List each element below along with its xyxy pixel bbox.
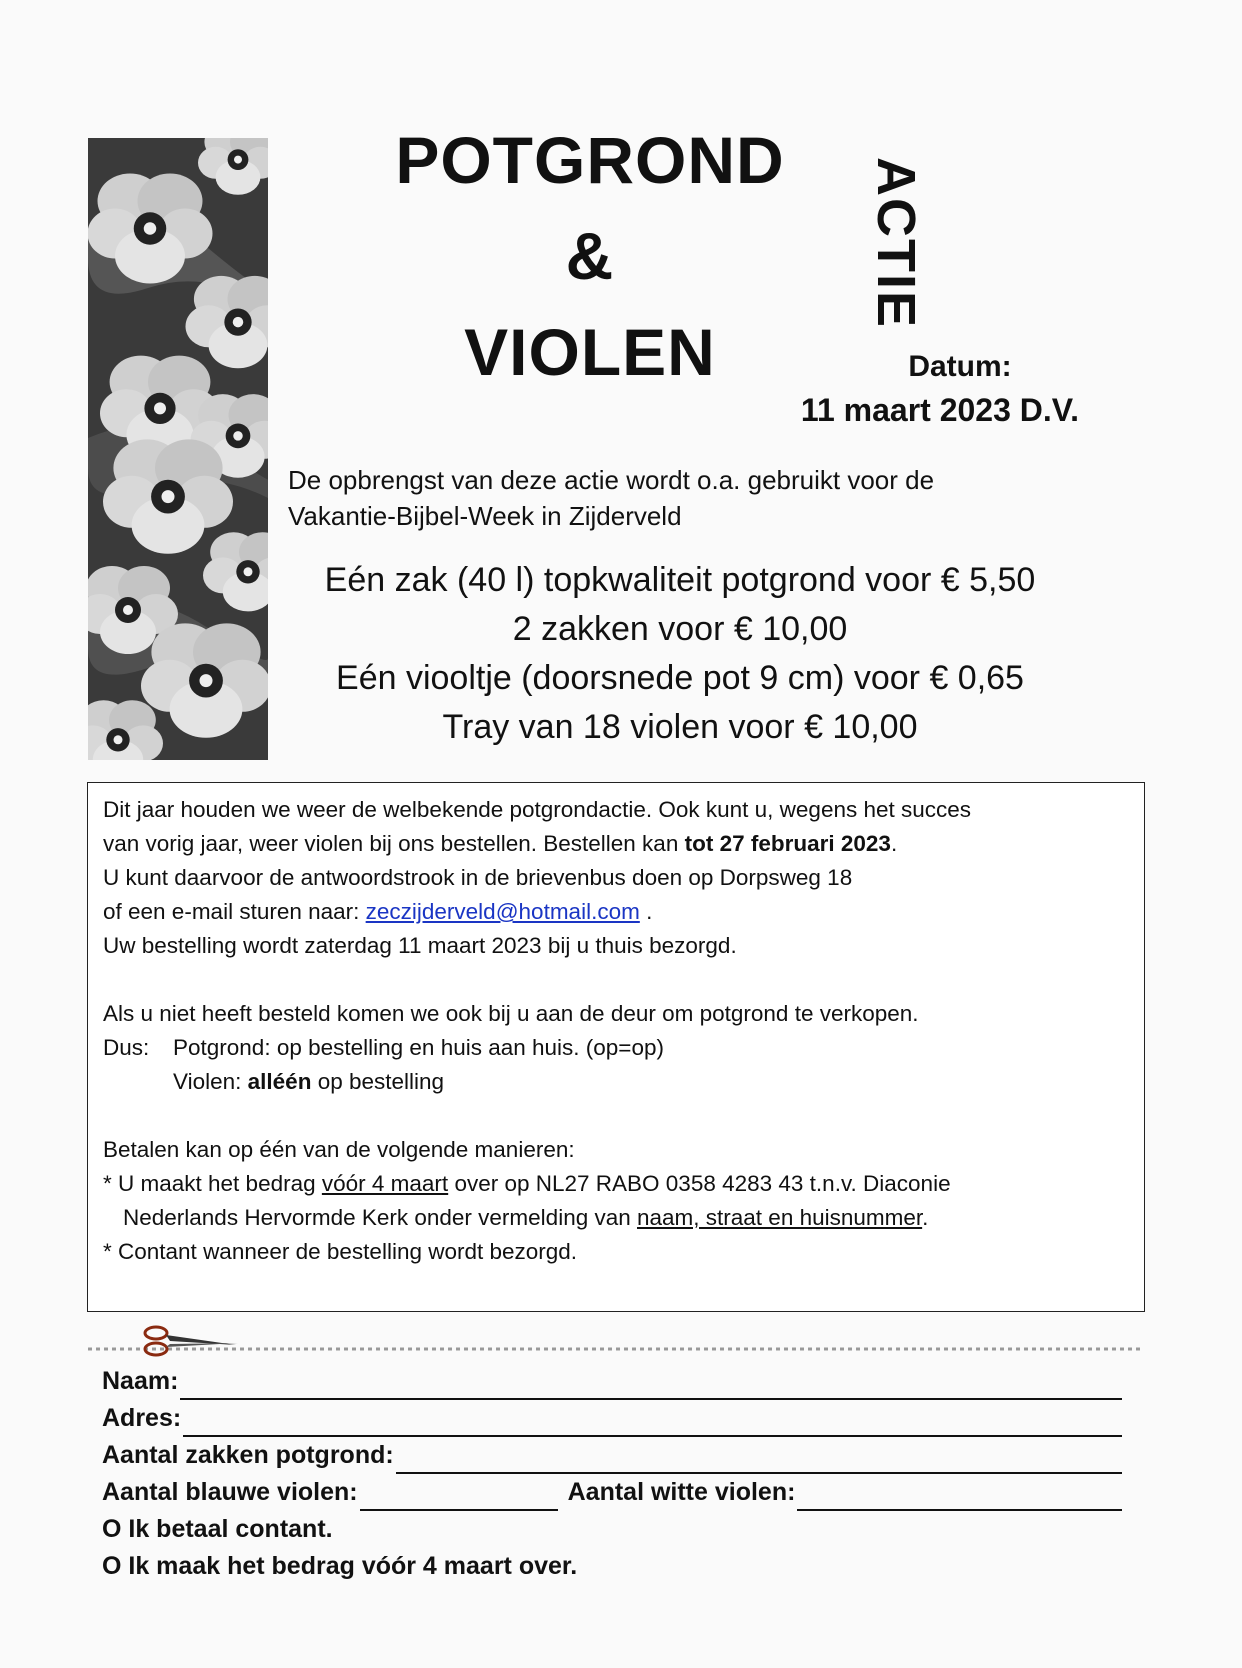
date-value: 11 maart 2023 D.V. <box>800 392 1080 428</box>
form-row-zakken <box>102 1437 1122 1474</box>
date-label: Datum: <box>908 350 1012 383</box>
blauwe-violen-field[interactable] <box>360 1485 558 1511</box>
order-deadline: tot 27 februari 2023 <box>684 831 891 856</box>
naam-label: Naam: <box>102 1367 179 1395</box>
form-row-naam <box>102 1363 1122 1400</box>
witte-violen-field[interactable] <box>797 1485 1122 1511</box>
title-line-violen: VIOLEN <box>464 315 716 389</box>
witte-violen-label: Aantal witte violen: <box>567 1478 796 1506</box>
info-box <box>87 782 1145 1312</box>
zakken-label: Aantal zakken potgrond: <box>102 1441 394 1469</box>
price-item: Eén viooltje (doorsnede pot 9 cm) voor € 0,65 <box>336 659 1024 697</box>
info-line: Dit jaar houden we weer de welbekende potgrondactie. Ook kunt u, wegens het succes <box>103 797 972 822</box>
option-overmaken[interactable] <box>102 1548 1122 1585</box>
price-list <box>280 556 1080 752</box>
info-line: Uw bestelling wordt zaterdag 11 maart 2023 bij u thuis bezorgd. <box>103 933 737 958</box>
adres-field[interactable] <box>183 1411 1122 1437</box>
info-line <box>103 1167 1129 1201</box>
info-text: Violen: <box>173 1069 248 1094</box>
info-bold: alléén <box>247 1069 312 1094</box>
price-item: 2 zakken voor € 10,00 <box>512 610 848 648</box>
email-link[interactable]: zeczijderveld@hotmail.com <box>365 899 640 924</box>
info-line <box>103 895 1129 929</box>
actie-text: ACTIE <box>866 157 926 329</box>
form-row-adres <box>102 1400 1122 1437</box>
scissors-icon <box>145 1327 238 1355</box>
order-form <box>102 1363 1122 1585</box>
info-text: . <box>922 1205 929 1230</box>
actie-vertical-label <box>856 148 936 338</box>
info-line: * Contant wanneer de bestelling wordt bezorgd. <box>103 1239 578 1264</box>
info-text: . <box>639 899 653 924</box>
dus-label: Dus: <box>103 1035 150 1060</box>
info-underline: vóór 4 maart <box>321 1171 449 1196</box>
option-contant-label: O Ik betaal contant. <box>102 1515 333 1543</box>
info-text: op bestelling <box>311 1069 445 1094</box>
title-line-ampersand: & <box>565 219 615 293</box>
info-line <box>103 827 1129 861</box>
blauwe-violen-label: Aantal blauwe violen: <box>102 1478 358 1506</box>
info-line <box>103 1065 1129 1099</box>
info-line: U kunt daarvoor de antwoordstrook in de brievenbus doen op Dorpsweg 18 <box>103 865 853 890</box>
option-overmaken-label: O Ik maak het bedrag vóór 4 maart over. <box>102 1552 578 1580</box>
naam-field[interactable] <box>180 1374 1122 1400</box>
price-item: Tray van 18 violen voor € 10,00 <box>442 708 918 746</box>
title-line-potgrond: POTGROND <box>395 123 785 197</box>
info-text: of een e-mail sturen naar: <box>103 899 366 924</box>
adres-label: Adres: <box>102 1404 182 1432</box>
pansies-photo <box>88 138 268 760</box>
info-line <box>103 1031 1129 1065</box>
form-row-violen <box>102 1474 1122 1511</box>
info-text: Potgrond: op bestelling en huis aan huis. (op=op) <box>173 1035 664 1060</box>
price-item: Eén zak (40 l) topkwaliteit potgrond voor € 5,50 <box>324 561 1036 599</box>
info-underline: naam, straat en huisnummer <box>637 1205 923 1230</box>
purpose-line-1: De opbrengst van deze actie wordt o.a. gebruikt voor de <box>288 465 935 495</box>
info-text: * U maakt het bedrag <box>103 1171 322 1196</box>
purpose-line-2: Vakantie-Bijbel-Week in Zijderveld <box>288 501 682 531</box>
info-line: Als u niet heeft besteld komen we ook bij u aan de deur om potgrond te verkopen. <box>103 1001 919 1026</box>
zakken-field[interactable] <box>396 1448 1122 1474</box>
info-text: . <box>890 831 898 856</box>
option-contant[interactable] <box>102 1511 1122 1548</box>
date-block <box>770 350 1110 429</box>
page-title <box>380 112 800 400</box>
info-line <box>103 1201 1129 1235</box>
cut-line <box>88 1320 1140 1360</box>
info-text: over op NL27 RABO 0358 4283 43 t.n.v. Diaconie <box>448 1171 951 1196</box>
purpose-text <box>288 462 1088 534</box>
info-text: Nederlands Hervormde Kerk onder vermelding van <box>123 1205 637 1230</box>
info-line: Betalen kan op één van de volgende manieren: <box>103 1137 575 1162</box>
info-text: van vorig jaar, weer violen bij ons bestellen. Bestellen kan <box>103 831 685 856</box>
